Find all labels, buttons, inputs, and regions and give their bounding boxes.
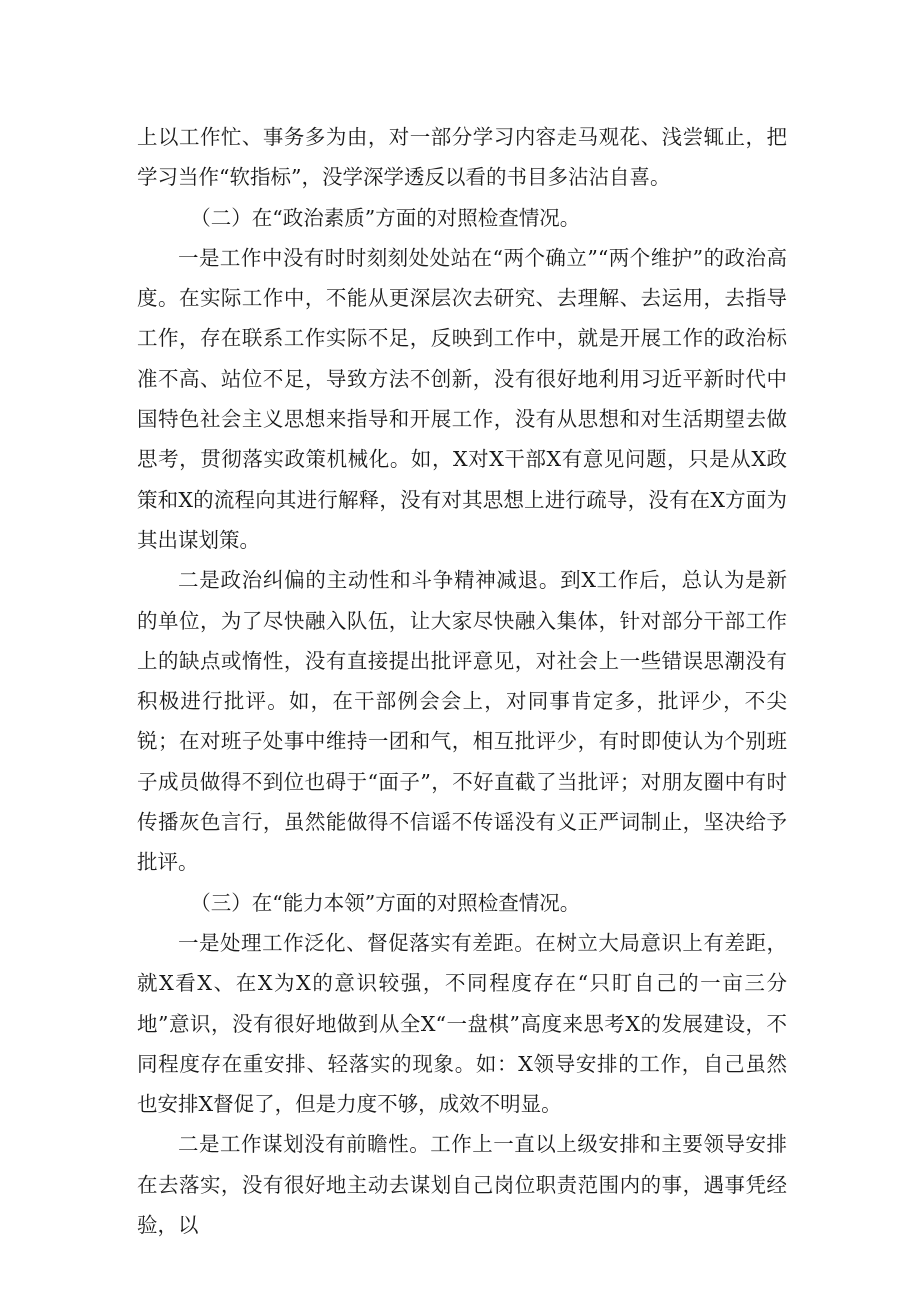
document-body: [137, 117, 787, 1245]
paragraph-continuation: 上以工作忙、事务多为由，对一部分学习内容走马观花、浅尝辄止，把学习当作“软指标”，没学深学透反以看的书目多沾沾自喜。: [137, 125, 787, 190]
section-heading-ability: （三）在“能力本领”方面的对照检查情况。: [190, 890, 581, 915]
paragraph-work-implementation: 一是处理工作泛化、督促落实有差距。在树立大局意识上有差距，就X看X、在X为X的意识较强，不同程度存在“只盯自己的一亩三分地”意识，没有很好地做到从全X“一盘棋”高度来思考X的发展建设，不同程度存在重安排、轻落实的现象。如：X领导安排的工作，自己虽然也安排X督促了，但是力度不够，成效不明显。: [137, 930, 787, 1117]
paragraph-political-correction: 二是政治纠偏的主动性和斗争精神减退。到X工作后，总认为是新的单位，为了尽快融入队伍，让大家尽快融入集体，针对部分干部工作上的缺点或惰性，没有直接提出批评意见，对社会上一些错误思潮没有积极进行批评。如，在干部例会会上，对同事肯定多，批评少，不尖锐；在对班子处事中维持一团和气，相互批评少，有时即使认为个别班子成员做得不到位也碍于“面子”，不好直截了当批评；对朋友圈中有时传播灰色言行，虽然能做得不信谣不传谣没有义正严词制止，坚决给予批评。: [137, 568, 787, 875]
section-heading-political-quality: （二）在“政治素质”方面的对照检查情况。: [190, 205, 581, 230]
paragraph-political-height: 一是工作中没有时时刻刻处处站在“两个确立”“两个维护”的政治高度。在实际工作中，不能从更深层次去研究、去理解、去运用，去指导工作，存在联系工作实际不足，反映到工作中，就是开展工作的政治标准不高、站位不足，导致方法不创新，没有很好地利用习近平新时代中国特色社会主义思想来指导和开展工作，没有从思想和对生活期望去做思考，贯彻落实政策机械化。如，X对X干部X有意见问题，只是从X政策和X的流程向其进行解释，没有对其思想上进行疏导，没有在X方面为其出谋划策。: [137, 245, 787, 552]
paragraph-work-planning: 二是工作谋划没有前瞻性。工作上一直以上级安排和主要领导安排在去落实，没有很好地主动去谋划自己岗位职责范围内的事，遇事凭经验，以: [137, 1132, 787, 1238]
